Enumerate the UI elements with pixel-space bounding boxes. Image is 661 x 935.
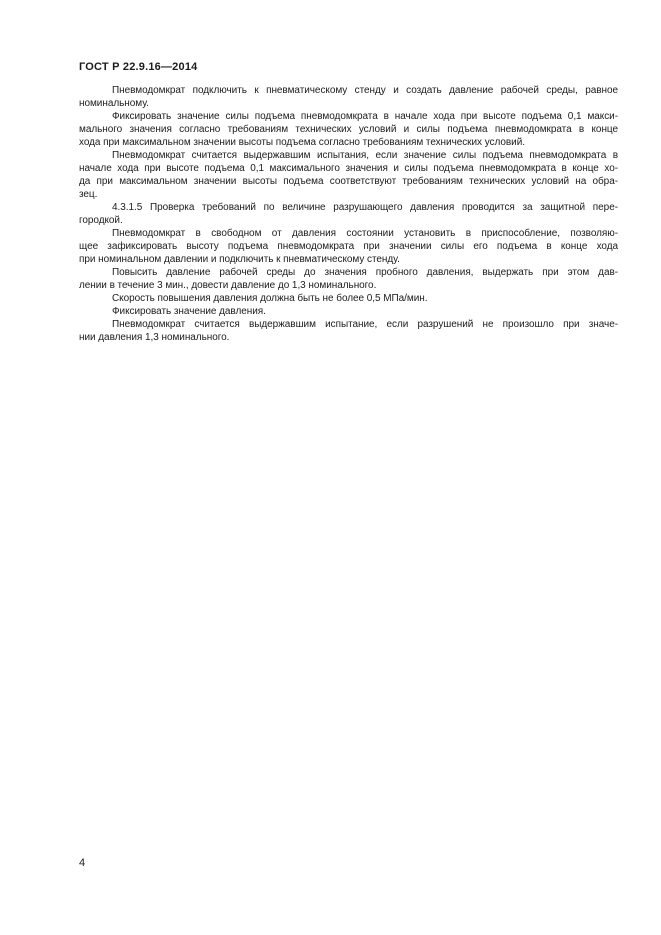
paragraph — [79, 227, 618, 266]
text-line: хода при максимальном значении высоты подъема согласно требованиям технических условий. — [79, 137, 525, 148]
text-line: щее зафиксировать высоту подъема пневмодомкрата при значении силы его подъема в конце хода — [79, 241, 618, 252]
text-line: номинальному. — [79, 98, 149, 109]
paragraph — [79, 292, 618, 305]
text-line: начале хода при высоте подъема 0,1 максимального значения и силы подъема пневмодомкрата в конце хо- — [79, 163, 618, 174]
paragraph — [79, 305, 618, 318]
text-line: городкой. — [79, 215, 123, 226]
text-line: да при максимальном значении высоты подъема соответствуют требованиям технических условий на обра- — [79, 176, 618, 187]
text-line: нии давления 1,3 номинального. — [79, 332, 230, 343]
text-line: Пневмодомкрат в свободном от давления состоянии установить в приспособление, позволяю- — [112, 228, 618, 239]
text-line: Скорость повышения давления должна быть не более 0,5 МПа/мин. — [112, 293, 428, 304]
paragraph — [79, 84, 618, 110]
paragraph — [79, 149, 618, 201]
page-number: 4 — [79, 857, 86, 869]
text-line: мального значения согласно требованиям технических условий и силы подъема пневмодомкрата в конце — [79, 124, 618, 135]
text-line: 4.3.1.5 Проверка требований по величине разрушающего давления проводится за защитной пере- — [112, 202, 618, 213]
paragraph — [79, 201, 618, 227]
text-line: зец. — [79, 189, 98, 200]
paragraph — [79, 110, 618, 149]
text-line: Фиксировать значение давления. — [112, 306, 266, 317]
text-line: Пневмодомкрат подключить к пневматическому стенду и создать давление рабочей среды, равное — [112, 85, 618, 96]
text-line: при номинальном давлении и подключить к пневматическому стенду. — [79, 254, 400, 265]
paragraph — [79, 318, 618, 344]
paragraph — [79, 266, 618, 292]
text-line: лении в течение 3 мин., довести давление до 1,3 номинального. — [79, 280, 377, 291]
text-line: Пневмодомкрат считается выдержавшим испытание, если разрушений не произошло при значе- — [112, 319, 618, 330]
document-body — [79, 84, 618, 344]
document-header: ГОСТ Р 22.9.16—2014 — [79, 61, 198, 73]
text-line: Повысить давление рабочей среды до значения пробного давления, выдержать при этом дав- — [112, 267, 618, 278]
text-line: Пневмодомкрат считается выдержавшим испытания, если значение силы подъема пневмодомкрата в — [112, 150, 618, 161]
text-line: Фиксировать значение силы подъема пневмодомкрата в начале хода при высоте подъема 0,1 макси- — [112, 111, 618, 122]
